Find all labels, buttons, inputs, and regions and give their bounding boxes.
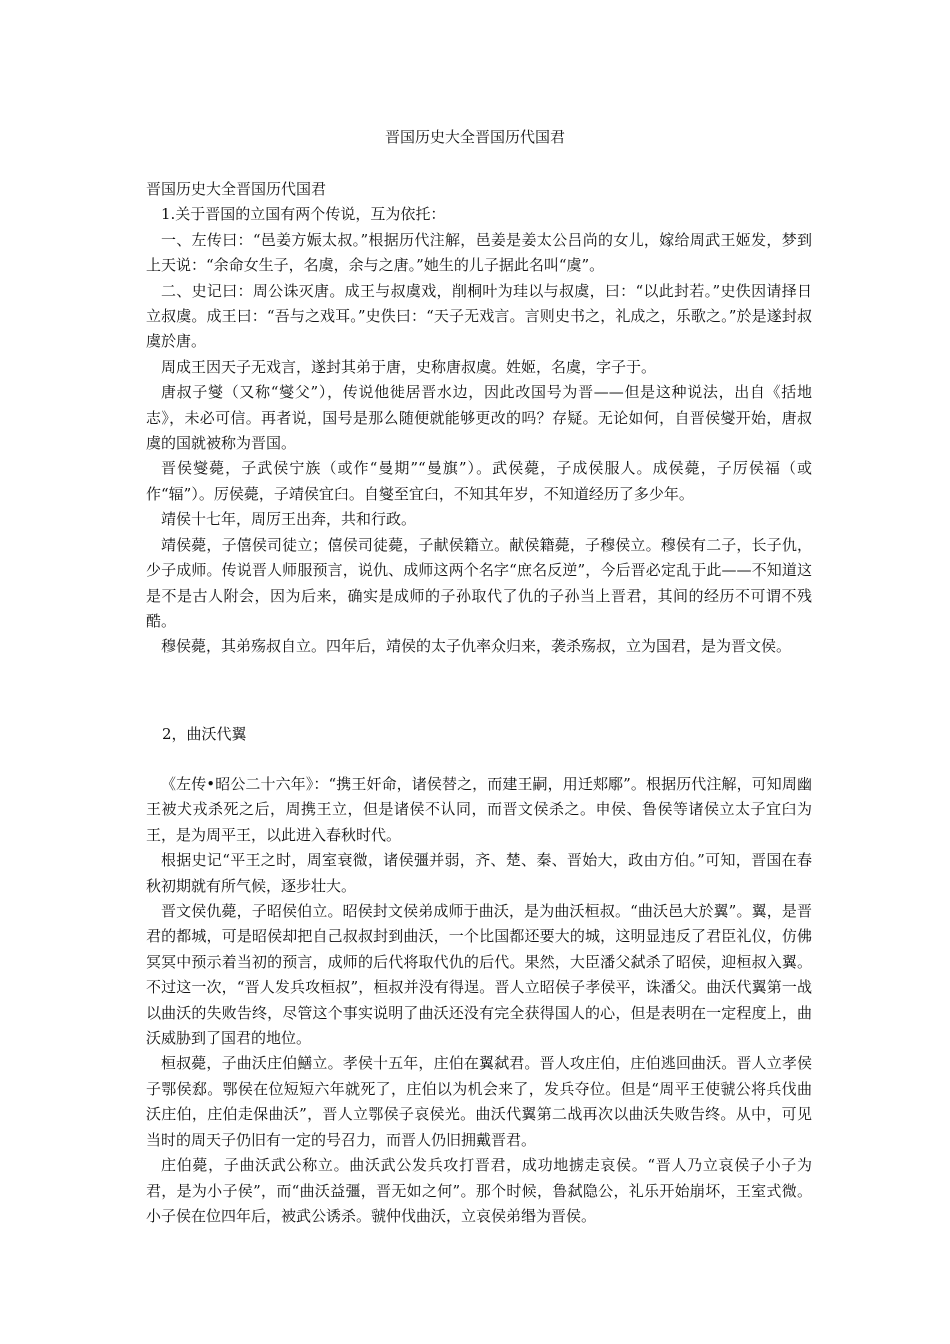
paragraph: 根据史记“平王之时，周室衰微，诸侯彊并弱，齐、楚、秦、晋始大，政由方伯。”可知，晋国在春秋初期就有所气候，逐步壮大。 bbox=[146, 851, 812, 895]
section-2-body bbox=[146, 772, 812, 1229]
paragraph: 周成王因天子无戏言，遂封其弟于唐，史称唐叔虞。姓姬，名虞，字子于。 bbox=[161, 357, 657, 376]
paragraph: 穆侯薨，其弟殇叔自立。四年后，靖侯的太子仇率众归来，袭杀殇叔，立为国君，是为晋文侯。 bbox=[161, 637, 792, 656]
section-1-lead: 晋国历史大全晋国历代国君 bbox=[146, 180, 327, 198]
paragraph: 桓叔薨，子曲沃庄伯鱔立。孝侯十五年，庄伯在翼弑君。晋人攻庄伯，庄伯逃回曲沃。晋人立孝侯子鄂侯郄。鄂侯在位短短六年就死了，庄伯以为机会来了，发兵夺位。但是“周平王使虢公将兵伐曲沃庄伯，庄伯走保曲沃”，晋人立鄂侯子哀侯光。曲沃代翼第二战再次以曲沃失败告终。从中，可见当时的周天子仍旧有一定的号召力，而晋人仍旧拥戴晋君。 bbox=[146, 1054, 812, 1149]
paragraph: 《左传•昭公二十六年》：“携王奸命，诸侯替之，而建王嗣，用迁郏鄏”。根据历代注解，可知周幽王被犬戎杀死之后，周携王立，但是诸侯不认同，而晋文侯杀之。申侯、鲁侯等诸侯立太子宜臼为王，是为周平王，以此进入春秋时代。 bbox=[146, 775, 812, 844]
paragraph: 晋文侯仇薨，子昭侯伯立。昭侯封文侯弟成师于曲沃，是为曲沃桓叔。“曲沃邑大於翼”。翼，是晋君的都城，可是昭侯却把自己叔叔封到曲沃，一个比国都还要大的城，这明显违反了君臣礼仪，仿佛冥冥中预示着当初的预言，成师的后代将取代仇的后代。果然，大臣潘父弑杀了昭侯，迎桓叔入翼。不过这一次，“晋人发兵攻桓叔”，桓叔并没有得逞。晋人立昭侯子孝侯平，诛潘父。曲沃代翼第一战以曲沃的失败告终，尽管这个事实说明了曲沃还没有完全获得国人的心，但是表明在一定程度上，曲沃威胁到了国君的地位。 bbox=[146, 902, 812, 1048]
paragraph: 庄伯薨，子曲沃武公称立。曲沃武公发兵攻打晋君，成功地掳走哀侯。“晋人乃立哀侯子小子为君，是为小子侯”，而“曲沃益彊，晋无如之何”。那个时候，鲁弑隐公，礼乐开始崩坏，王室式微。小子侯在位四年后，被武公诱杀。虢仲伐曲沃，立哀侯弟缗为晋侯。 bbox=[146, 1156, 812, 1225]
paragraph: 一、左传曰：“邑姜方娠太叔。”根据历代注解，邑姜是姜太公吕尚的女儿，嫁给周武王姬发，梦到上天说：“余命女生子，名虞，余与之唐。”她生的儿子据此名叫“虞”。 bbox=[146, 230, 812, 275]
paragraph: 唐叔子燮（又称“燮父”），传说他徙居晋水边，因此改国号为晋——但是这种说法，出自《括地志》，未必可信。再者说，国号是那么随便就能够更改的吗？存疑。无论如何，自晋侯燮开始，唐叔虞的国就被称为晋国。 bbox=[146, 383, 812, 453]
section-1-body bbox=[146, 177, 812, 660]
paragraph: 靖侯薨，子僖侯司徒立；僖侯司徒薨，子献侯籍立。献侯籍薨，子穆侯立。穆侯有二子，长子仇，少子成师。传说晋人师服预言，说仇、成师这两个名字“庶名反逆”，今后晋必定乱于此——不知道这是不是古人附会，因为后来，确实是成师的子孙取代了仇的子孙当上晋君，其间的经历不可谓不残酷。 bbox=[146, 535, 812, 630]
document-title: 晋国历史大全晋国历代国君 bbox=[384, 128, 565, 146]
paragraph: 靖侯十七年，周厉王出奔，共和行政。 bbox=[161, 510, 417, 529]
paragraph: 二、史记曰：周公诛灭唐。成王与叔虞戏，削桐叶为珪以与叔虞，曰：“以此封若。”史佚因请择日立叔虞。成王曰：“吾与之戏耳。”史佚曰：“天子无戏言。言则史书之，礼成之，乐歌之。”於是遂封叔虞於唐。 bbox=[146, 281, 812, 351]
section-2-heading: 2，曲沃代翼 bbox=[162, 725, 247, 743]
paragraph: 1.关于晋国的立国有两个传说，互为依托： bbox=[161, 205, 446, 224]
paragraph: 晋侯燮薨，子武侯宁族（或作“曼期”“曼旗”）。武侯薨，子成侯服人。成侯薨，子厉侯福（或作“辐”）。厉侯薨，子靖侯宜臼。自燮至宜臼，不知其年岁，不知道经历了多少年。 bbox=[146, 459, 812, 503]
